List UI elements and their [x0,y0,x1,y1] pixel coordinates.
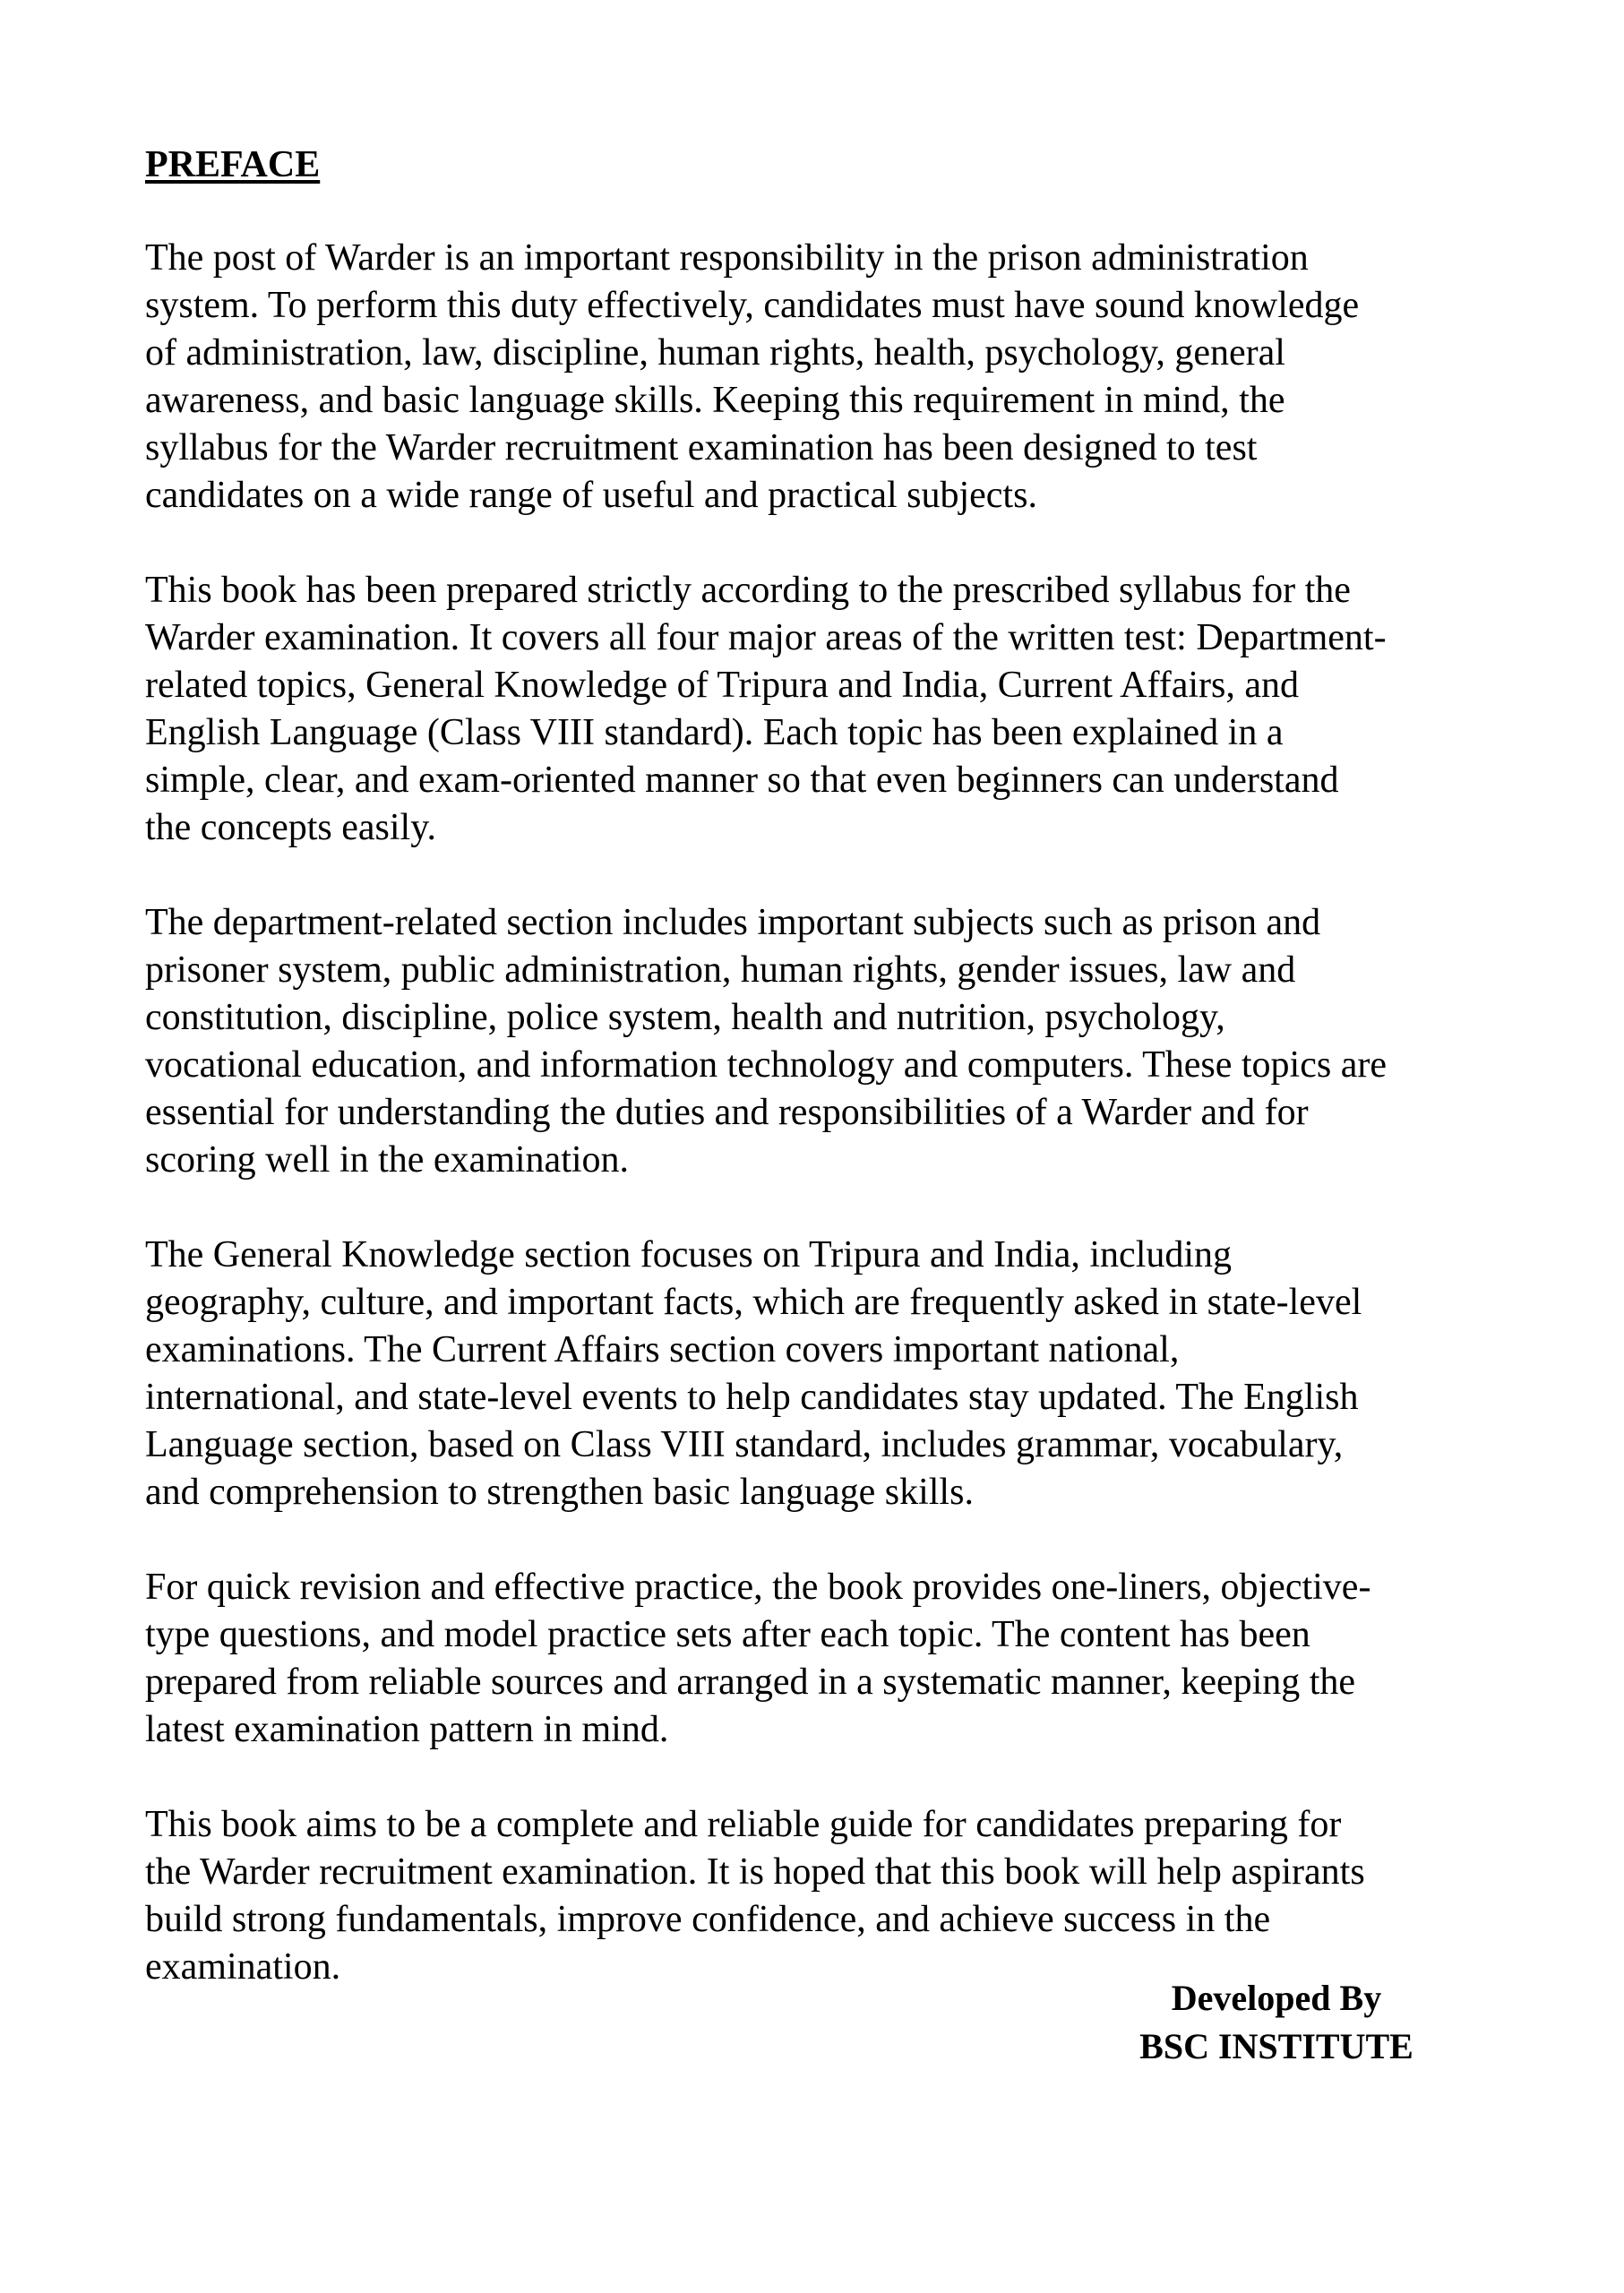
preface-page [145,142,1489,2039]
paragraph-6 [145,1801,1489,1991]
paragraph-line: This book aims to be a complete and reliable guide for candidates preparing for [145,1804,1342,1845]
paragraph-line: vocational education, and information technology and computers. These topics are [145,1044,1387,1086]
paragraph-line: system. To perform this duty effectively, candidates must have sound knowledge [145,285,1360,326]
paragraph-line: of administration, law, discipline, human rights, health, psychology, general [145,332,1285,374]
signature-block [1075,1974,1478,2071]
paragraph-line: English Language (Class VIII standard). Each topic has been explained in a [145,712,1284,753]
paragraph-line: latest examination pattern in mind. [145,1709,669,1750]
paragraph-4 [145,1232,1489,1516]
paragraph-line: the Warder recruitment examination. It is hoped that this book will help aspirants [145,1851,1365,1893]
paragraph-5 [145,1564,1489,1754]
signature-institute: BSC INSTITUTE [1139,2026,1413,2066]
paragraph-line: and comprehension to strengthen basic language skills. [145,1472,974,1513]
paragraph-line: simple, clear, and exam-oriented manner so that even beginners can understand [145,760,1339,801]
signature-developed-by: Developed By [1171,1978,1382,2018]
paragraph-line: essential for understanding the duties and responsibilities of a Warder and for [145,1092,1309,1133]
paragraph-line: This book has been prepared strictly according to the prescribed syllabus for the [145,570,1351,611]
paragraph-line: constitution, discipline, police system, health and nutrition, psychology, [145,997,1225,1038]
paragraph-line: The department-related section includes important subjects such as prison and [145,902,1321,943]
paragraph-line: international, and state-level events to help candidates stay updated. The English [145,1377,1359,1418]
paragraph-line: prepared from reliable sources and arranged in a systematic manner, keeping the [145,1662,1356,1703]
paragraph-line: geography, culture, and important facts, which are frequently asked in state-level [145,1282,1362,1323]
paragraph-line: The post of Warder is an important responsibility in the prison administration [145,237,1309,279]
page-title: PREFACE [145,144,321,185]
paragraph-line: the concepts easily. [145,807,436,848]
paragraph-line: prisoner system, public administration, human rights, gender issues, law and [145,949,1296,991]
paragraph-line: scoring well in the examination. [145,1139,630,1181]
paragraph-line: syllabus for the Warder recruitment examination has been designed to test [145,427,1258,468]
paragraph-line: Warder examination. It covers all four major areas of the written test: Department- [145,617,1387,658]
paragraph-line: The General Knowledge section focuses on Tripura and India, including [145,1234,1233,1275]
paragraph-line: related topics, General Knowledge of Tripura and India, Current Affairs, and [145,665,1300,706]
paragraph-line: type questions, and model practice sets after each topic. The content has been [145,1614,1310,1655]
paragraph-1 [145,235,1489,520]
paragraph-line: examinations. The Current Affairs section covers important national, [145,1329,1180,1370]
paragraph-3 [145,899,1489,1184]
paragraph-line: build strong fundamentals, improve confidence, and achieve success in the [145,1899,1271,1940]
paragraph-2 [145,567,1489,852]
paragraph-line: examination. [145,1946,341,1988]
paragraph-line: For quick revision and effective practice, the book provides one-liners, objective- [145,1567,1371,1608]
paragraph-line: awareness, and basic language skills. Keeping this requirement in mind, the [145,380,1285,421]
paragraph-line: Language section, based on Class VIII standard, includes grammar, vocabulary, [145,1424,1344,1465]
paragraph-line: candidates on a wide range of useful and practical subjects. [145,475,1037,516]
